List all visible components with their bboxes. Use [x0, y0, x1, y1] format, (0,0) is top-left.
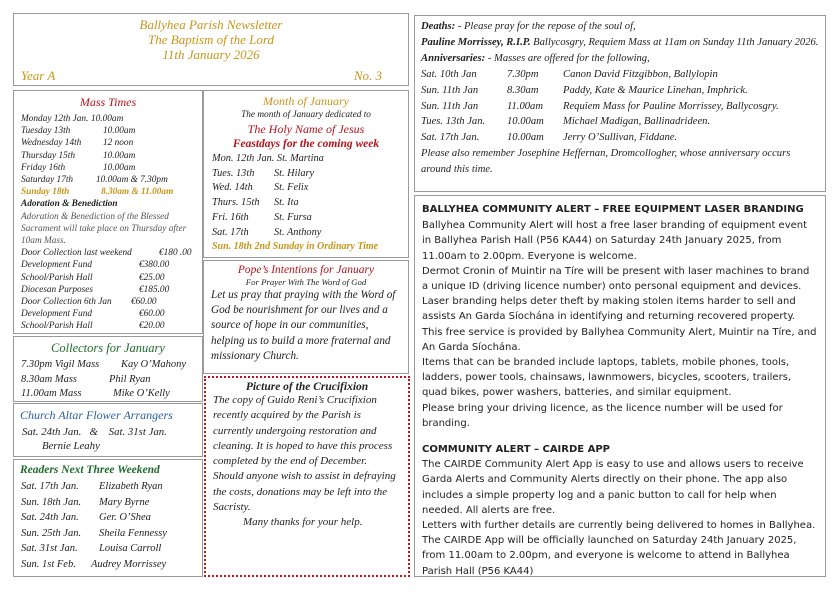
collector-mass: 11.00am Mass — [21, 388, 82, 399]
collector-row — [21, 358, 202, 373]
mass-day: Monday 12th Jan. — [21, 114, 89, 124]
reader-row — [21, 495, 202, 511]
feast-day-row — [212, 211, 408, 226]
mass-time: 10.00am — [103, 162, 136, 173]
reader-name: Mary Byrne — [99, 496, 150, 508]
collector-row — [21, 387, 202, 402]
crucifixion-text-1: The copy of Guido Reni’s Crucifixion recently acquired by the Parish is currently undergoing restoration and cleaning. It is hoped to have this process completed by the end of December. — [213, 394, 393, 468]
mass-time: 8.30am & 11.00am — [101, 187, 174, 198]
anniversary-name: Michael Madigan, Ballinadrideen. — [563, 116, 711, 128]
anniversary-time: 7.30pm — [507, 68, 539, 80]
deaths-panel — [414, 15, 826, 192]
anniversary-name: Canon David Fitzgibbon, Ballylopin — [563, 68, 718, 80]
reader-row — [21, 510, 202, 526]
collection-label: Development Fund — [21, 309, 92, 320]
month-dedication: The Holy Name of Jesus — [247, 122, 365, 136]
reader-row — [21, 479, 202, 495]
reader-date: Sat. 31st Jan. — [21, 543, 78, 555]
alert-paragraph: Please bring your driving licence, as the licence number will be used for branding. — [422, 402, 783, 429]
collection-label: Door Collection 6th Jan — [21, 297, 112, 308]
alert-title: BALLYHEA COMMUNITY ALERT – FREE EQUIPMENT LASER BRANDING — [422, 204, 804, 215]
anniversary-date: Sat. 17th Jan. — [421, 132, 480, 144]
mass-time-row — [21, 113, 202, 125]
readers-panel — [13, 459, 203, 577]
mass-day: Friday 16th — [21, 162, 66, 173]
collection-row — [21, 259, 202, 271]
collector-mass: 7.30pm Vigil Mass — [21, 359, 100, 370]
reader-date: Sun. 18th Jan. — [21, 496, 82, 508]
cairde-title: COMMUNITY ALERT – CAIRDE APP — [422, 444, 610, 456]
collector-row — [21, 373, 202, 388]
mass-time: 10.00am — [103, 126, 136, 137]
anniversary-time: 11.00am — [507, 100, 543, 112]
mass-day: Thursday 15th — [21, 150, 75, 161]
anniversary-name: Jerry O’Sullivan, Fiddane. — [563, 132, 678, 144]
feast-day-date: Mon. 12th Jan. St. Martina — [212, 153, 324, 164]
anniversaries-intro: - Masses are offered for the following, — [485, 52, 650, 64]
alert-paragraph: Laser branding helps deter theft by making stolen items harder to sell and assists An Garda Síochána in identifying and returning recovered property. — [422, 296, 796, 323]
cairde-paragraph: Letters with further details are currently being delivered to homes in Ballyhea. The CAIRDE App will be officially launched on Saturday 24th January 2025, from 11.00am to 2.00pm, and everyone is welcome to attend in Ballyhea Parish Hall (P56 KA44) — [422, 520, 816, 577]
anniversary-row — [421, 83, 819, 99]
anniversary-row — [421, 114, 819, 130]
feast-day-row — [212, 181, 408, 196]
pope-text: Let us pray that praying with the Word of God be nourishment for our lives and a source of hope in our communities, helping us to build a more fraternal and missionary Church. — [211, 289, 396, 362]
mass-times-panel — [13, 90, 203, 334]
anniversary-row — [421, 67, 819, 83]
month-title: Month of January — [263, 94, 349, 108]
collection-row — [21, 296, 202, 308]
alert-paragraph: Items that can be branded include laptops, tablets, mobile phones, tools, ladders, power tools, chainsaws, lawnmowers, bicycles, scooters, trailers, quad bikes, power washers, batteries, and similar equipment. — [422, 357, 792, 399]
reader-date: Sat. 24th Jan. — [21, 512, 79, 524]
mass-time-row — [21, 150, 202, 162]
feast-day-saint: St. Ita — [274, 197, 299, 209]
collection-label: School/Parish Hall — [21, 272, 93, 283]
mass-time: 12 noon — [103, 138, 134, 149]
mass-time-row — [21, 162, 202, 174]
reader-row — [21, 526, 202, 542]
reader-name: Ger. O’Shea — [99, 512, 151, 524]
reader-name: Sheila Fennessy — [99, 527, 167, 539]
anniversary-date: Sun. 11th Jan — [421, 100, 479, 112]
deaths-intro: - Please pray for the repose of the soul of, — [455, 21, 636, 32]
cairde-paragraph: The CAIRDE Community Alert App is easy to use and allows users to receive Garda Alerts and Community Alerts directly on their phone. The app also includes a simple property log and a panic button to call for help when needed. All alerts are free. — [422, 459, 804, 516]
mass-day: Tuesday 13th — [21, 126, 71, 137]
collection-label: Door Collection last weekend — [21, 248, 132, 259]
newsletter-header — [13, 13, 409, 86]
flowers-dates: Sat. 24th Jan. & Sat. 31st Jan. — [22, 426, 167, 438]
feast-day-date: Tues. 13th — [212, 167, 255, 179]
reader-date: Sun. 25th Jan. — [21, 527, 82, 539]
flower-arrangers-panel — [13, 403, 203, 457]
anniversary-row — [421, 130, 819, 146]
collection-amount: €380.00 — [139, 260, 170, 271]
reader-name: Audrey Morrissey — [91, 558, 167, 570]
collector-mass: 8.30am Mass — [21, 373, 78, 385]
deceased-details: Ballycosgry, Requiem Mass at 11am on Sunday 11th January 2026. — [530, 36, 819, 48]
mass-day: Saturday 17th — [21, 175, 74, 186]
collection-row — [21, 320, 202, 332]
feast-day-date: Fri. 16th — [212, 211, 249, 223]
month-panel — [203, 90, 409, 258]
collection-amount: €60.00 — [139, 309, 165, 320]
feast-day-saint: St. Felix — [274, 182, 309, 194]
reader-date: Sun. 1st Feb. — [21, 558, 76, 570]
issue-number: No. 3 — [353, 68, 382, 83]
mass-time-row — [21, 174, 202, 186]
reader-name: Elizabeth Ryan — [99, 481, 163, 492]
reader-row — [21, 541, 202, 557]
mass-time-row — [21, 186, 202, 198]
anniversary-row — [421, 99, 819, 115]
anniversary-date: Sun. 11th Jan — [421, 84, 479, 96]
community-alert-panel — [414, 195, 826, 577]
collection-label: Diocesan Purposes — [21, 284, 94, 295]
mass-time: 10.00am — [91, 114, 124, 124]
deceased-name: Pauline Morrissey, R.I.P. — [421, 36, 531, 48]
alert-paragraph: This free service is provided by Ballyhea Community Alert, Muintir na Tíre, and An Garda Síochána. — [422, 326, 817, 353]
anniversary-name: Paddy, Kate & Maurice Linehan, Imphrick. — [563, 84, 748, 96]
month-sub: The month of January dedicated to — [241, 110, 371, 120]
alert-paragraph: Ballyhea Community Alert will host a free laser branding of equipment event in Ballyhea Parish Hall (P56 KA44) on Saturday 24th January 2025, from 11.00am to 2.00pm. Everyone is welcome. — [422, 220, 808, 262]
alert-paragraph: Dermot Cronin of Muintir na Tíre will be present with laser machines to brand a unique ID (driving licence number) onto personal equipment and devices. — [422, 265, 810, 293]
feast-day-row — [212, 196, 408, 211]
feast-day-saint: St. Fursa — [274, 211, 312, 223]
flowers-title: Church Altar Flower Arrangers — [20, 408, 173, 422]
feast-day-row — [212, 152, 408, 167]
collection-row — [21, 247, 202, 259]
feast-heading: Feastdays for the coming week — [232, 138, 380, 150]
flowers-name: Bernie Leahy — [42, 440, 100, 452]
anniversary-time: 10.00am — [507, 132, 544, 144]
feast-title: The Baptism of the Lord — [148, 32, 274, 47]
anniversary-date: Tues. 13th Jan. — [421, 116, 486, 128]
newsletter-title: Ballyhea Parish Newsletter — [139, 17, 283, 32]
adoration-title: Adoration & Benediction — [21, 199, 118, 210]
feast-day-saint: St. Hilary — [274, 167, 315, 179]
collection-row — [21, 272, 202, 284]
collection-row — [21, 308, 202, 320]
anniversary-date: Sat. 10th Jan — [421, 68, 477, 80]
reader-row — [21, 557, 202, 573]
anniversaries-label: Anniversaries: — [421, 52, 486, 64]
collectors-title: Collectors for January — [51, 341, 165, 355]
deaths-label: Deaths: — [421, 21, 456, 32]
anniversary-time: 10.00am — [507, 116, 544, 128]
mass-times-title: Mass Times — [79, 95, 137, 109]
collection-amount: €185.00 — [139, 284, 170, 295]
reader-date: Sat. 17th Jan. — [21, 481, 79, 492]
remember-note: Please also remember Josephine Heffernan, Dromcollogher, whose anniversary occurs around this time. — [421, 148, 791, 176]
newsletter-date: 11th January 2026 — [162, 47, 260, 62]
mass-time-row — [21, 125, 202, 137]
readers-title: Readers Next Three Weekend — [20, 464, 160, 476]
collector-name: Kay O’Mahony — [121, 359, 187, 370]
liturgical-year: Year A — [21, 68, 56, 83]
collection-label: School/Parish Hall — [21, 321, 93, 332]
sunday-ordinary-time: Sun. 18th 2nd Sunday in Ordinary Time — [212, 241, 379, 253]
feast-day-saint: St. Anthony — [274, 226, 322, 238]
collection-row — [21, 284, 202, 296]
anniversary-name: Requiem Mass for Pauline Morrissey, Ballycosgry. — [563, 100, 779, 112]
collection-amount: €20.00 — [139, 321, 165, 332]
feast-day-date: Thurs. 15th — [212, 197, 260, 209]
collection-amount: €180 .00 — [159, 248, 192, 259]
feast-day-date: Sat. 17th — [212, 226, 249, 238]
crucifixion-thanks: Many thanks for your help. — [243, 516, 363, 529]
collection-amount: €25.00 — [139, 272, 165, 283]
collector-name: Phil Ryan — [109, 373, 151, 385]
collection-amount: €60.00 — [131, 297, 157, 308]
crucifixion-text-2: Should anyone wish to assist in defraying the costs, donations may be left into the Sacristy. — [213, 470, 396, 514]
mass-day: Sunday 18th — [21, 187, 70, 198]
reader-name: Louisa Carroll — [99, 543, 162, 555]
feast-day-date: Wed. 14th — [212, 182, 253, 194]
anniversary-time: 8.30am — [507, 84, 539, 96]
pope-title: Pope’s Intentions for January — [237, 264, 375, 276]
collector-name: Mike O’Kelly — [113, 388, 170, 399]
mass-time-row — [21, 137, 202, 149]
mass-time: 10.00am & 7.30pm — [96, 175, 168, 186]
mass-time: 10.00am — [103, 150, 136, 161]
collection-label: Development Fund — [21, 260, 92, 271]
pope-intentions-panel — [203, 260, 409, 374]
crucifixion-title: Picture of the Crucifixion — [245, 381, 369, 393]
feast-day-row — [212, 226, 408, 241]
collectors-panel — [13, 336, 203, 402]
feast-day-row — [212, 167, 408, 182]
adoration-text: Adoration & Benediction of the Blessed Sacrament will take place on Thursday after 10am Mass. — [21, 211, 187, 247]
pope-sub: For Prayer With The Word of God — [245, 277, 367, 287]
crucifixion-panel — [204, 376, 410, 577]
mass-day: Wednesday 14th — [21, 138, 82, 149]
